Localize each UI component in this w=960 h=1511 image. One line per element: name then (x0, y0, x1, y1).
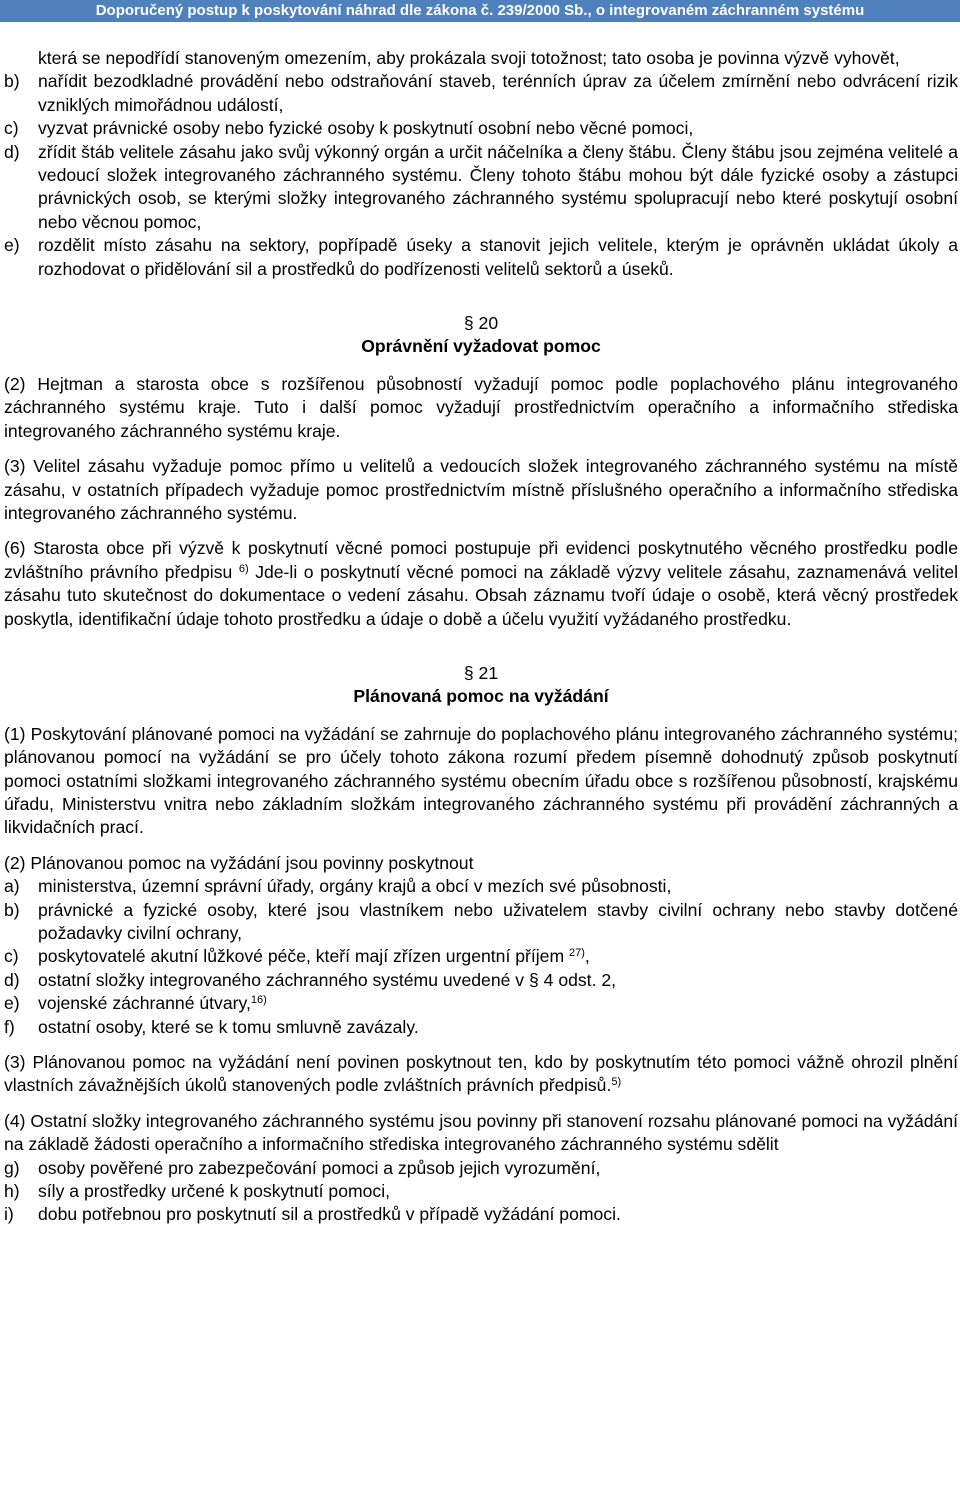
list-label: e) (4, 993, 20, 1014)
footnote-ref: 6) (238, 562, 249, 575)
list-item (4, 969, 958, 992)
paragraph-3-text: (3) Plánovanou pomoc na vyžádání není povinen poskytnout ten, kdo by poskytnutím této pomoci vážně ohrozil plnění vlastních závažnějších úkolů stanovených podle zvláštních právních předpisů. (4, 1052, 958, 1096)
section-20-paragraph-2: (2) Hejtman a starosta obce s rozšířenou působností vyžadují pomoc podle poplachového plánu integrovaného záchranného systému kraje. Tuto i další pomoc vyžadují prostřednictvím operačního a informačního střediska integrovaného záchranného systému kraje. (4, 373, 958, 441)
paragraph-6-part-2: Jde-li o poskytnutí věcné pomoci na základě výzvy velitele zásahu, zaznamenává velitel zásahu tuto skutečnost do dokumentace o vedení zásahu. Obsah záznamu tvoří údaje o osobě, která věcný prostředek poskytla, identifikační údaje tohoto prostředku a údaje o době a účelu využití vyžádaného prostředku. (4, 561, 959, 629)
list-item (4, 899, 958, 946)
footnote-ref: 27) (569, 947, 585, 960)
list-item (4, 234, 958, 281)
list-text: osoby pověřené pro zabezpečování pomoci a způsob jejich vyrozumění, (38, 1157, 601, 1178)
header-title: Doporučený postup k poskytování náhrad dle zákona č. 239/2000 Sb., o integrovaném záchranném systému (95, 2, 865, 19)
section-20-paragraph-6 (4, 537, 958, 631)
page-header (0, 0, 960, 22)
section-21-title: Plánovaná pomoc na vyžádání (353, 686, 609, 707)
list-text-wrapper (38, 945, 958, 968)
list-label: h) (4, 1181, 20, 1202)
paragraph-6-part-1: (6) Starosta obce při výzvě k poskytnutí věcné pomoci postupuje při evidenci poskytnutého věcného prostředku podle zvláštního právního předpisu (4, 538, 958, 582)
list-item (4, 875, 958, 898)
list-text: nařídit bezodkladné provádění nebo odstraňování staveb, terénních úprav za účelem zmírnění nebo odvrácení rizik vzniklých mimořádnou událostí, (38, 71, 958, 115)
list-label: b) (4, 71, 20, 92)
list-text: síly a prostředky určené k poskytnutí pomoci, (38, 1181, 391, 1202)
list-text: právnické a fyzické osoby, které jsou vlastníkem nebo uživatelem stavby civilní ochrany nebo stavby dotčené požadavky civilní ochrany, (38, 899, 958, 943)
footnote-ref: 16) (250, 994, 267, 1007)
section-20-title: Oprávnění vyžadovat pomoc (361, 336, 601, 357)
list-text-suffix: , (584, 946, 590, 967)
list-item (4, 1016, 958, 1039)
list-item (4, 945, 958, 968)
document-body (4, 47, 958, 1227)
list-item (4, 70, 958, 117)
list-item (4, 1180, 958, 1203)
list-label: f) (4, 1016, 15, 1037)
list-item (4, 1157, 958, 1180)
list-text: ministerstva, územní správní úřady, orgány krajů a obcí v mezích své působnosti, (38, 876, 672, 897)
list-item (4, 1203, 958, 1226)
footnote-ref: 5) (611, 1076, 622, 1089)
section-21-paragraph-1: (1) Poskytování plánované pomoci na vyžádání se zahrnuje do poplachového plánu integrovaného záchranného systému; plánovanou pomocí na vyžádání se pro účely tohoto zákona rozumí předem písemně dohodnutý způsob poskytnutí pomoci ostatními složkami integrovaného záchranného systému obecním úřadu obce s rozšířenou působností, krajskému úřadu, Ministerstvu vnitra nebo základním složkám integrovaného záchranného systému při provádění záchranných a likvidačních prací. (4, 723, 958, 838)
section-21-number: § 21 (463, 662, 499, 683)
list-item (4, 992, 958, 1015)
section-20-number: § 20 (463, 313, 499, 334)
list-text: zřídit štáb velitele zásahu jako svůj výkonný orgán a určit náčelníka a členy štábu. Členy štábu jsou zejména velitelé a vedoucí složek integrovaného záchranného systému. Členy tohoto štábu mohou být dále fyzické osoby a zástupci právnických osob, se kterými složky integrovaného záchranného systému spolupracují nebo které poskytují osobní nebo věcnou pomoc, (38, 141, 958, 232)
list-label: d) (4, 141, 20, 162)
section-21-paragraph-4-intro: (4) Ostatní složky integrovaného záchranného systému jsou povinny při stanovení rozsahu plánované pomoci na vyžádání na základě žádosti operačního a informačního střediska integrovaného záchranného systému sdělit (4, 1110, 958, 1155)
list-label: b) (4, 899, 20, 920)
list-label: i) (4, 1204, 14, 1225)
list-label: d) (4, 969, 20, 990)
list-label: e) (4, 235, 20, 256)
list-text: ostatní osoby, které se k tomu smluvně zavázaly. (38, 1016, 419, 1037)
list-item (4, 117, 958, 140)
list-label: c) (4, 118, 19, 139)
list-label: c) (4, 946, 19, 967)
section-21-paragraph-2-intro: (2) Plánovanou pomoc na vyžádání jsou povinny poskytnout (4, 852, 474, 873)
list-text: dobu potřebnou pro poskytnutí sil a prostředků v případě vyžádání pomoci. (38, 1204, 621, 1225)
list-text-wrapper (38, 992, 958, 1015)
list-text: ostatní složky integrovaného záchranného systému uvedené v § 4 odst. 2, (38, 969, 617, 990)
intro-continuation: která se nepodřídí stanoveným omezením, aby prokázala svoji totožnost; tato osoba je povinna výzvě vyhovět, (38, 48, 900, 68)
list-text: vyzvat právnické osoby nebo fyzické osoby k poskytnutí osobní nebo věcné pomoci, (38, 118, 694, 139)
list-label: a) (4, 876, 20, 897)
list-text: vojenské záchranné útvary, (38, 993, 251, 1014)
section-21-paragraph-3 (4, 1051, 958, 1098)
list-item (4, 141, 958, 235)
list-text: rozdělit místo zásahu na sektory, popřípadě úseky a stanovit jejich velitele, kterým je oprávněn ukládat úkoly a rozhodovat o přidělování sil a prostředků do podřízenosti velitelů sektorů a úseků. (38, 235, 958, 279)
list-text: poskytovatelé akutní lůžkové péče, kteří mají zřízen urgentní příjem (38, 946, 565, 967)
list-label: g) (4, 1157, 20, 1178)
section-20-paragraph-3: (3) Velitel zásahu vyžaduje pomoc přímo u velitelů a vedoucích složek integrovaného záchranného systému na místě zásahu, v ostatních případech vyžaduje pomoc prostřednictvím místně příslušného operačního a informačního střediska integrovaného záchranného systému. (4, 456, 958, 523)
